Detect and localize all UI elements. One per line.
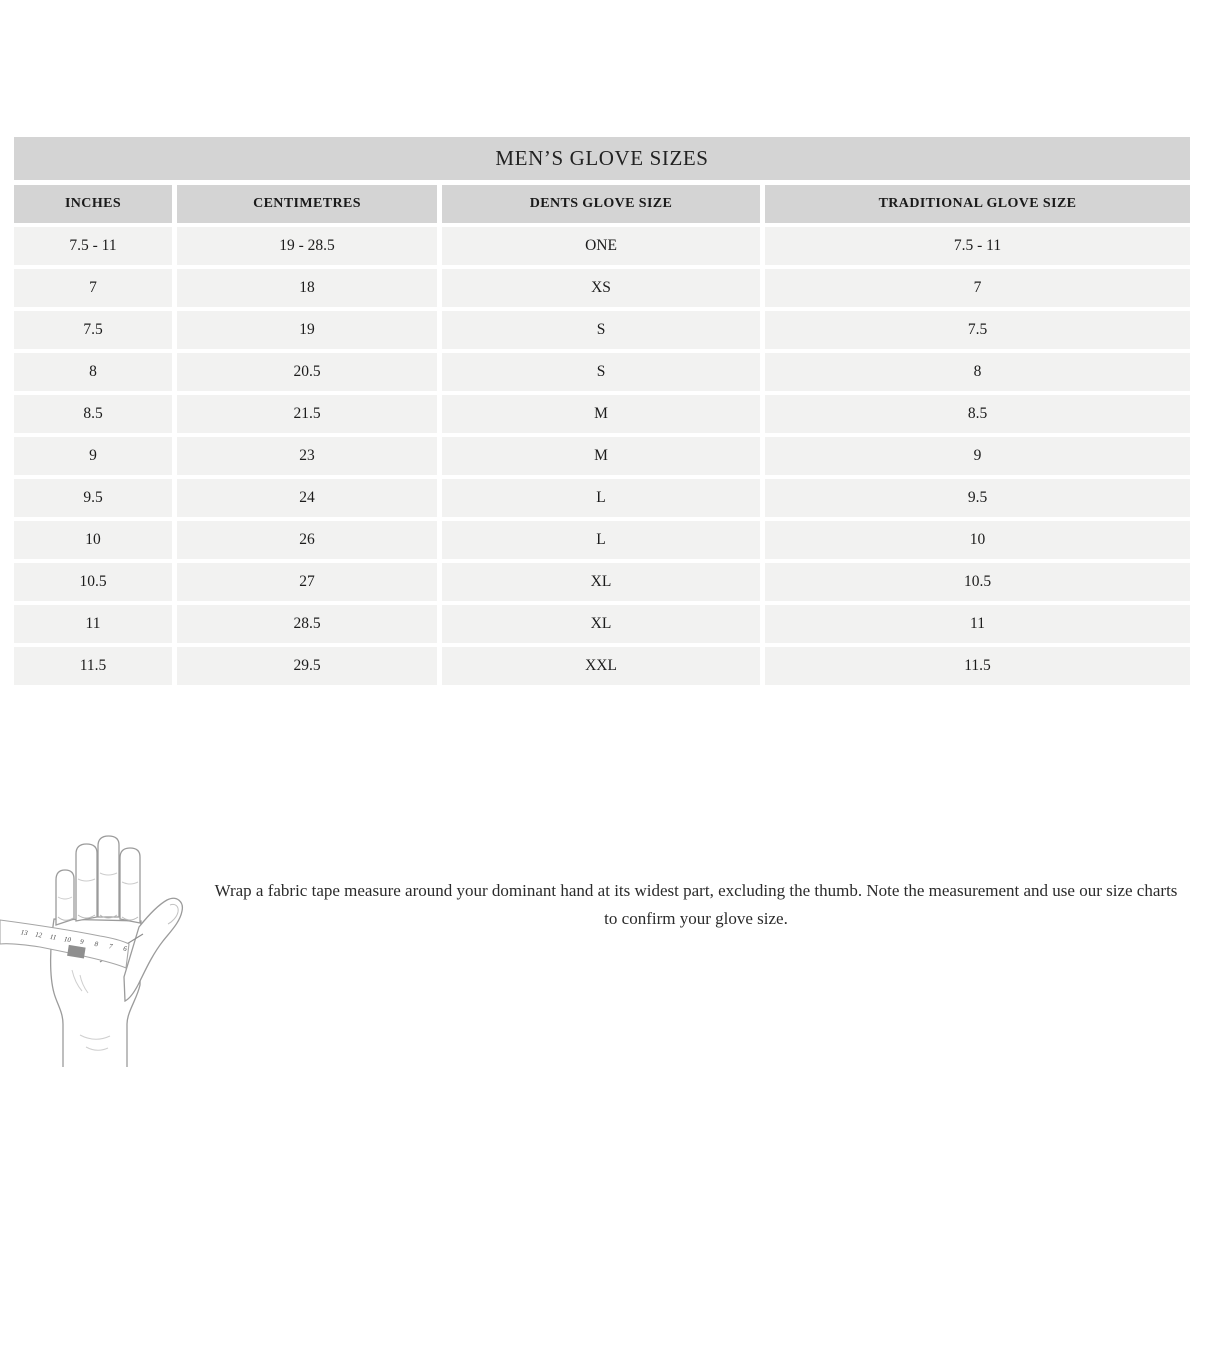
table-cell: 7.5 - 11 <box>765 227 1190 265</box>
table-cell: XS <box>442 269 760 307</box>
table-cell: 10.5 <box>14 563 172 601</box>
table-cell: 7.5 - 11 <box>14 227 172 265</box>
table-cell: 11 <box>14 605 172 643</box>
tape-number: 12 <box>34 930 43 940</box>
tape-number: 6 <box>122 944 128 954</box>
hand-measurement-illustration <box>0 827 190 1067</box>
tape-number: 8 <box>93 939 99 949</box>
table-cell: 10.5 <box>765 563 1190 601</box>
chart-title-bar <box>14 137 1190 180</box>
tape-number: 9 <box>79 937 85 947</box>
column-header-traditional-glove-size: TRADITIONAL GLOVE SIZE <box>765 185 1190 223</box>
table-cell: L <box>442 479 760 517</box>
page-title: MEN’S GLOVE SIZES <box>495 146 709 170</box>
table-cell: 20.5 <box>177 353 437 391</box>
table-cell: 24 <box>177 479 437 517</box>
table-cell: 28.5 <box>177 605 437 643</box>
tape-number: 7 <box>108 942 114 951</box>
tape-number: 11 <box>49 932 57 942</box>
table-cell: 23 <box>177 437 437 475</box>
table-cell: M <box>442 395 760 433</box>
table-cell: 9 <box>14 437 172 475</box>
table-cell: 7 <box>14 269 172 307</box>
instruction-line: Wrap a fabric tape measure around your dominant hand at its widest part, excluding the thumb. Note the measurement and use our size charts <box>214 881 1178 900</box>
column-header-centimetres: CENTIMETRES <box>177 185 437 223</box>
table-cell: 9 <box>765 437 1190 475</box>
size-chart-content <box>14 137 1190 685</box>
table-cell: S <box>442 353 760 391</box>
glove-size-table <box>14 185 1190 685</box>
table-cell: 11.5 <box>765 647 1190 685</box>
table-cell: 7.5 <box>14 311 172 349</box>
table-cell: XL <box>442 563 760 601</box>
table-cell: S <box>442 311 760 349</box>
table-cell: 8.5 <box>14 395 172 433</box>
table-cell: 9.5 <box>14 479 172 517</box>
table-cell: 29.5 <box>177 647 437 685</box>
table-cell: 8 <box>14 353 172 391</box>
table-cell: L <box>442 521 760 559</box>
table-cell: 19 <box>177 311 437 349</box>
table-cell: ONE <box>442 227 760 265</box>
table-cell: 9.5 <box>765 479 1190 517</box>
instruction-line: to confirm your glove size. <box>604 909 788 928</box>
table-cell: 11.5 <box>14 647 172 685</box>
table-cell: 8.5 <box>765 395 1190 433</box>
table-cell: XXL <box>442 647 760 685</box>
table-cell: 26 <box>177 521 437 559</box>
table-cell: XL <box>442 605 760 643</box>
column-header-inches: INCHES <box>14 185 172 223</box>
table-cell: M <box>442 437 760 475</box>
table-cell: 8 <box>765 353 1190 391</box>
table-cell: 11 <box>765 605 1190 643</box>
tape-number: 13 <box>20 928 29 938</box>
tape-number: 10 <box>63 935 72 945</box>
measuring-guide <box>0 827 1214 1067</box>
column-header-dents-glove-size: DENTS GLOVE SIZE <box>442 185 760 223</box>
table-cell: 7.5 <box>765 311 1190 349</box>
table-cell: 18 <box>177 269 437 307</box>
table-cell: 7 <box>765 269 1190 307</box>
table-cell: 27 <box>177 563 437 601</box>
hand-with-tape-icon <box>0 827 190 1067</box>
table-cell: 10 <box>765 521 1190 559</box>
table-cell: 10 <box>14 521 172 559</box>
measuring-instructions <box>190 877 1214 933</box>
table-cell: 21.5 <box>177 395 437 433</box>
table-cell: 19 - 28.5 <box>177 227 437 265</box>
